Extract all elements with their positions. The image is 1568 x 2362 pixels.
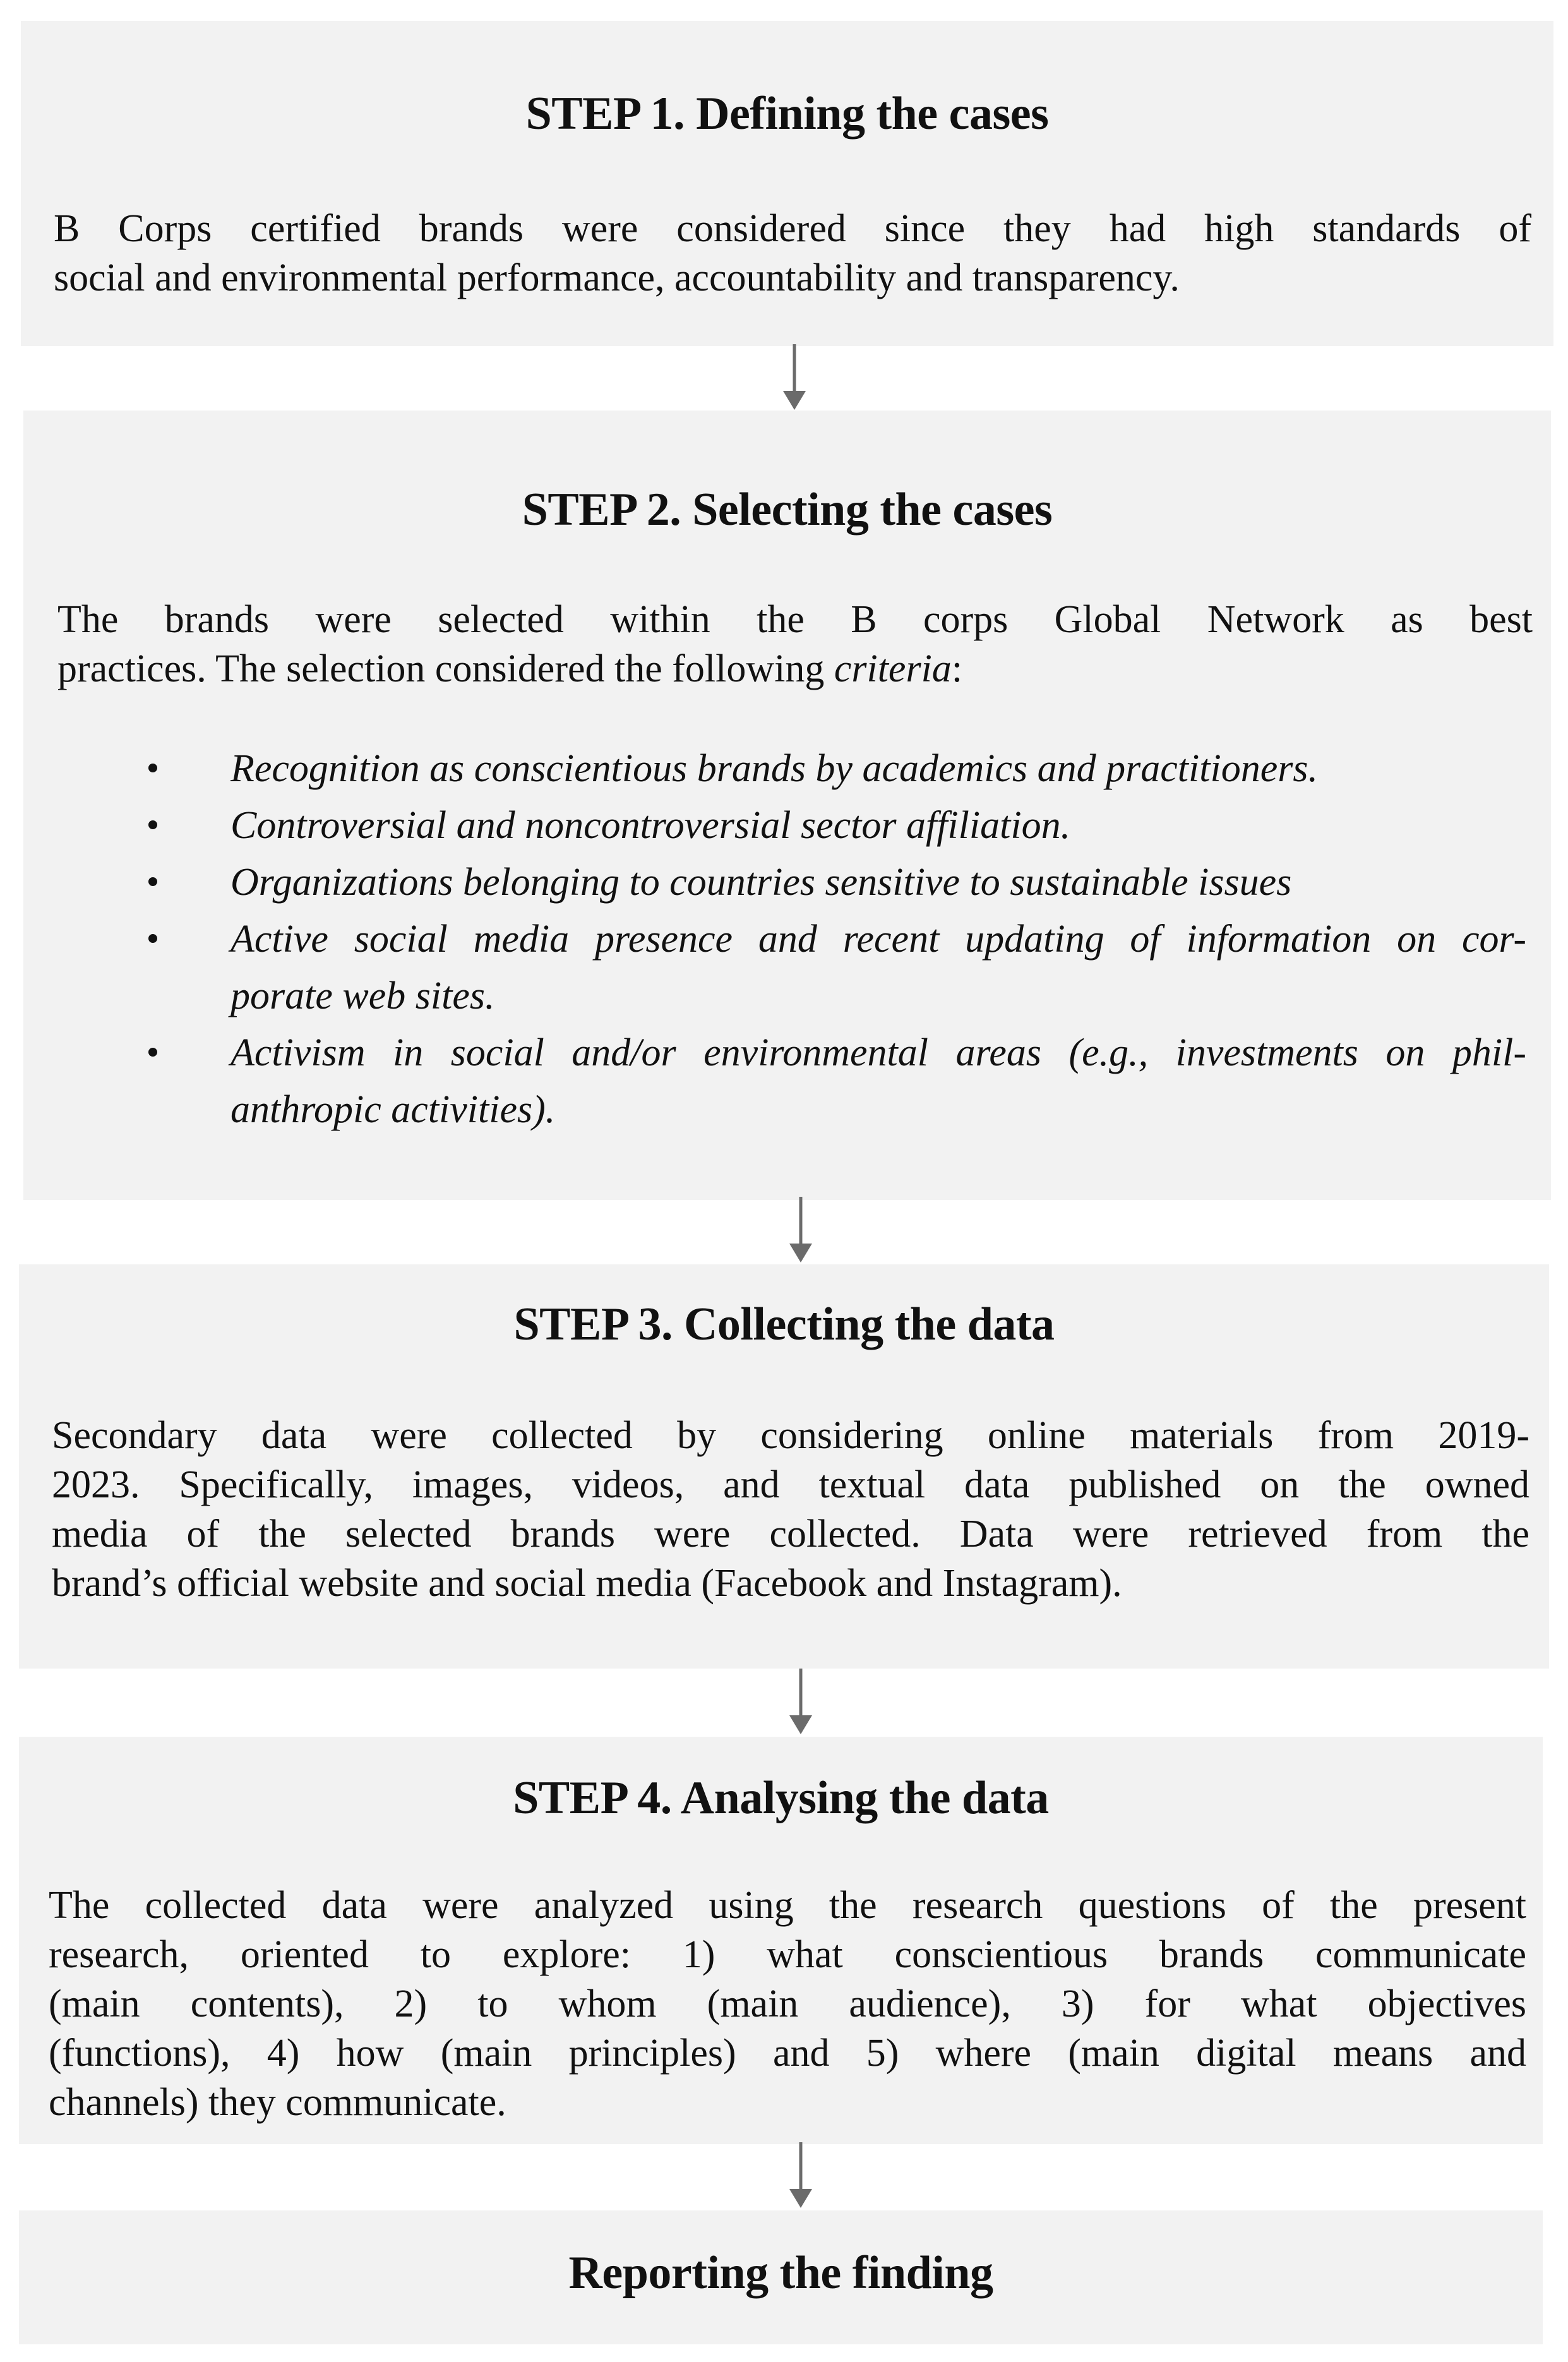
step1-text bbox=[54, 204, 1531, 303]
step3-title: STEP 3. Collecting the data bbox=[513, 1298, 1055, 1350]
criteria-word: criteria bbox=[834, 647, 952, 690]
down-arrow-icon bbox=[775, 344, 813, 414]
step4-title: STEP 4. Analysing the data bbox=[513, 1772, 1049, 1824]
step3-text-line: 2023. Specifically, images, videos, and textual data published on the owned bbox=[52, 1463, 1529, 1506]
step4-text-line: The collected data were analyzed using the research questions of the present bbox=[49, 1884, 1526, 1927]
step1-title: STEP 1. Defining the cases bbox=[525, 88, 1049, 140]
criteria-item bbox=[230, 740, 1526, 797]
criteria-item bbox=[230, 797, 1526, 854]
step3-box bbox=[19, 1264, 1549, 1669]
criteria-item bbox=[230, 854, 1526, 911]
criteria-item-text: Activism in social and/or environmental areas (e.g., investments on phil- bbox=[230, 1031, 1526, 1074]
step2-box bbox=[23, 411, 1551, 1200]
criteria-item-text: Organizations belonging to countries sensitive to sustainable issues bbox=[230, 861, 1292, 904]
step2-text bbox=[57, 595, 1533, 693]
step2-text-line bbox=[57, 644, 1533, 693]
step2-title: STEP 2. Selecting the cases bbox=[522, 484, 1053, 536]
bullet-icon bbox=[148, 764, 157, 772]
criteria-item-text: Controversial and noncontroversial sector affiliation. bbox=[230, 804, 1071, 847]
final-title: Reporting the finding bbox=[568, 2247, 993, 2299]
bullet-icon bbox=[148, 877, 157, 886]
bullet-icon bbox=[148, 934, 157, 943]
step3-text-line: media of the selected brands were collected. Data were retrieved from the bbox=[52, 1513, 1529, 1556]
step1-text-line: B Corps certified brands were considered since they had high standards of bbox=[54, 207, 1531, 250]
criteria-item-text: anthropic activities). bbox=[230, 1088, 556, 1131]
step2-text-line: The brands were selected within the B corps Global Network as best bbox=[57, 598, 1533, 641]
step4-box bbox=[19, 1737, 1543, 2144]
step4-text-line: channels) they communicate. bbox=[49, 2081, 506, 2124]
criteria-item-text: porate web sites. bbox=[230, 974, 495, 1017]
step1-box bbox=[21, 21, 1553, 346]
step3-text-line: brand’s official website and social media (Facebook and Instagram). bbox=[52, 1562, 1122, 1605]
bullet-icon bbox=[148, 820, 157, 829]
final-box bbox=[19, 2210, 1543, 2344]
step2-text-suffix: : bbox=[951, 647, 963, 690]
step4-text bbox=[49, 1881, 1526, 2127]
criteria-item bbox=[230, 1024, 1526, 1138]
criteria-item-text: Recognition as conscientious brands by academics and practitioners. bbox=[230, 747, 1318, 790]
step4-text-line: (main contents), 2) to whom (main audience), 3) for what objectives bbox=[49, 1982, 1526, 2025]
criteria-item-text: Active social media presence and recent updating of information on cor- bbox=[230, 918, 1526, 961]
step3-text-line: Secondary data were collected by considering online materials from 2019- bbox=[52, 1414, 1529, 1457]
step4-text-line: (functions), 4) how (main principles) and 5) where (main digital means and bbox=[49, 2032, 1526, 2075]
step3-text bbox=[52, 1411, 1529, 1608]
down-arrow-icon bbox=[782, 1669, 820, 1738]
down-arrow-icon bbox=[782, 2142, 820, 2212]
step4-text-line: research, oriented to explore: 1) what conscientious brands communicate bbox=[49, 1933, 1526, 1976]
bullet-icon bbox=[148, 1048, 157, 1057]
down-arrow-icon bbox=[782, 1197, 820, 1266]
criteria-list bbox=[230, 740, 1526, 1138]
criteria-item bbox=[230, 911, 1526, 1024]
step1-text-line: social and environmental performance, accountability and transparency. bbox=[54, 256, 1180, 299]
step2-text-prefix: practices. The selection considered the following bbox=[57, 647, 834, 690]
